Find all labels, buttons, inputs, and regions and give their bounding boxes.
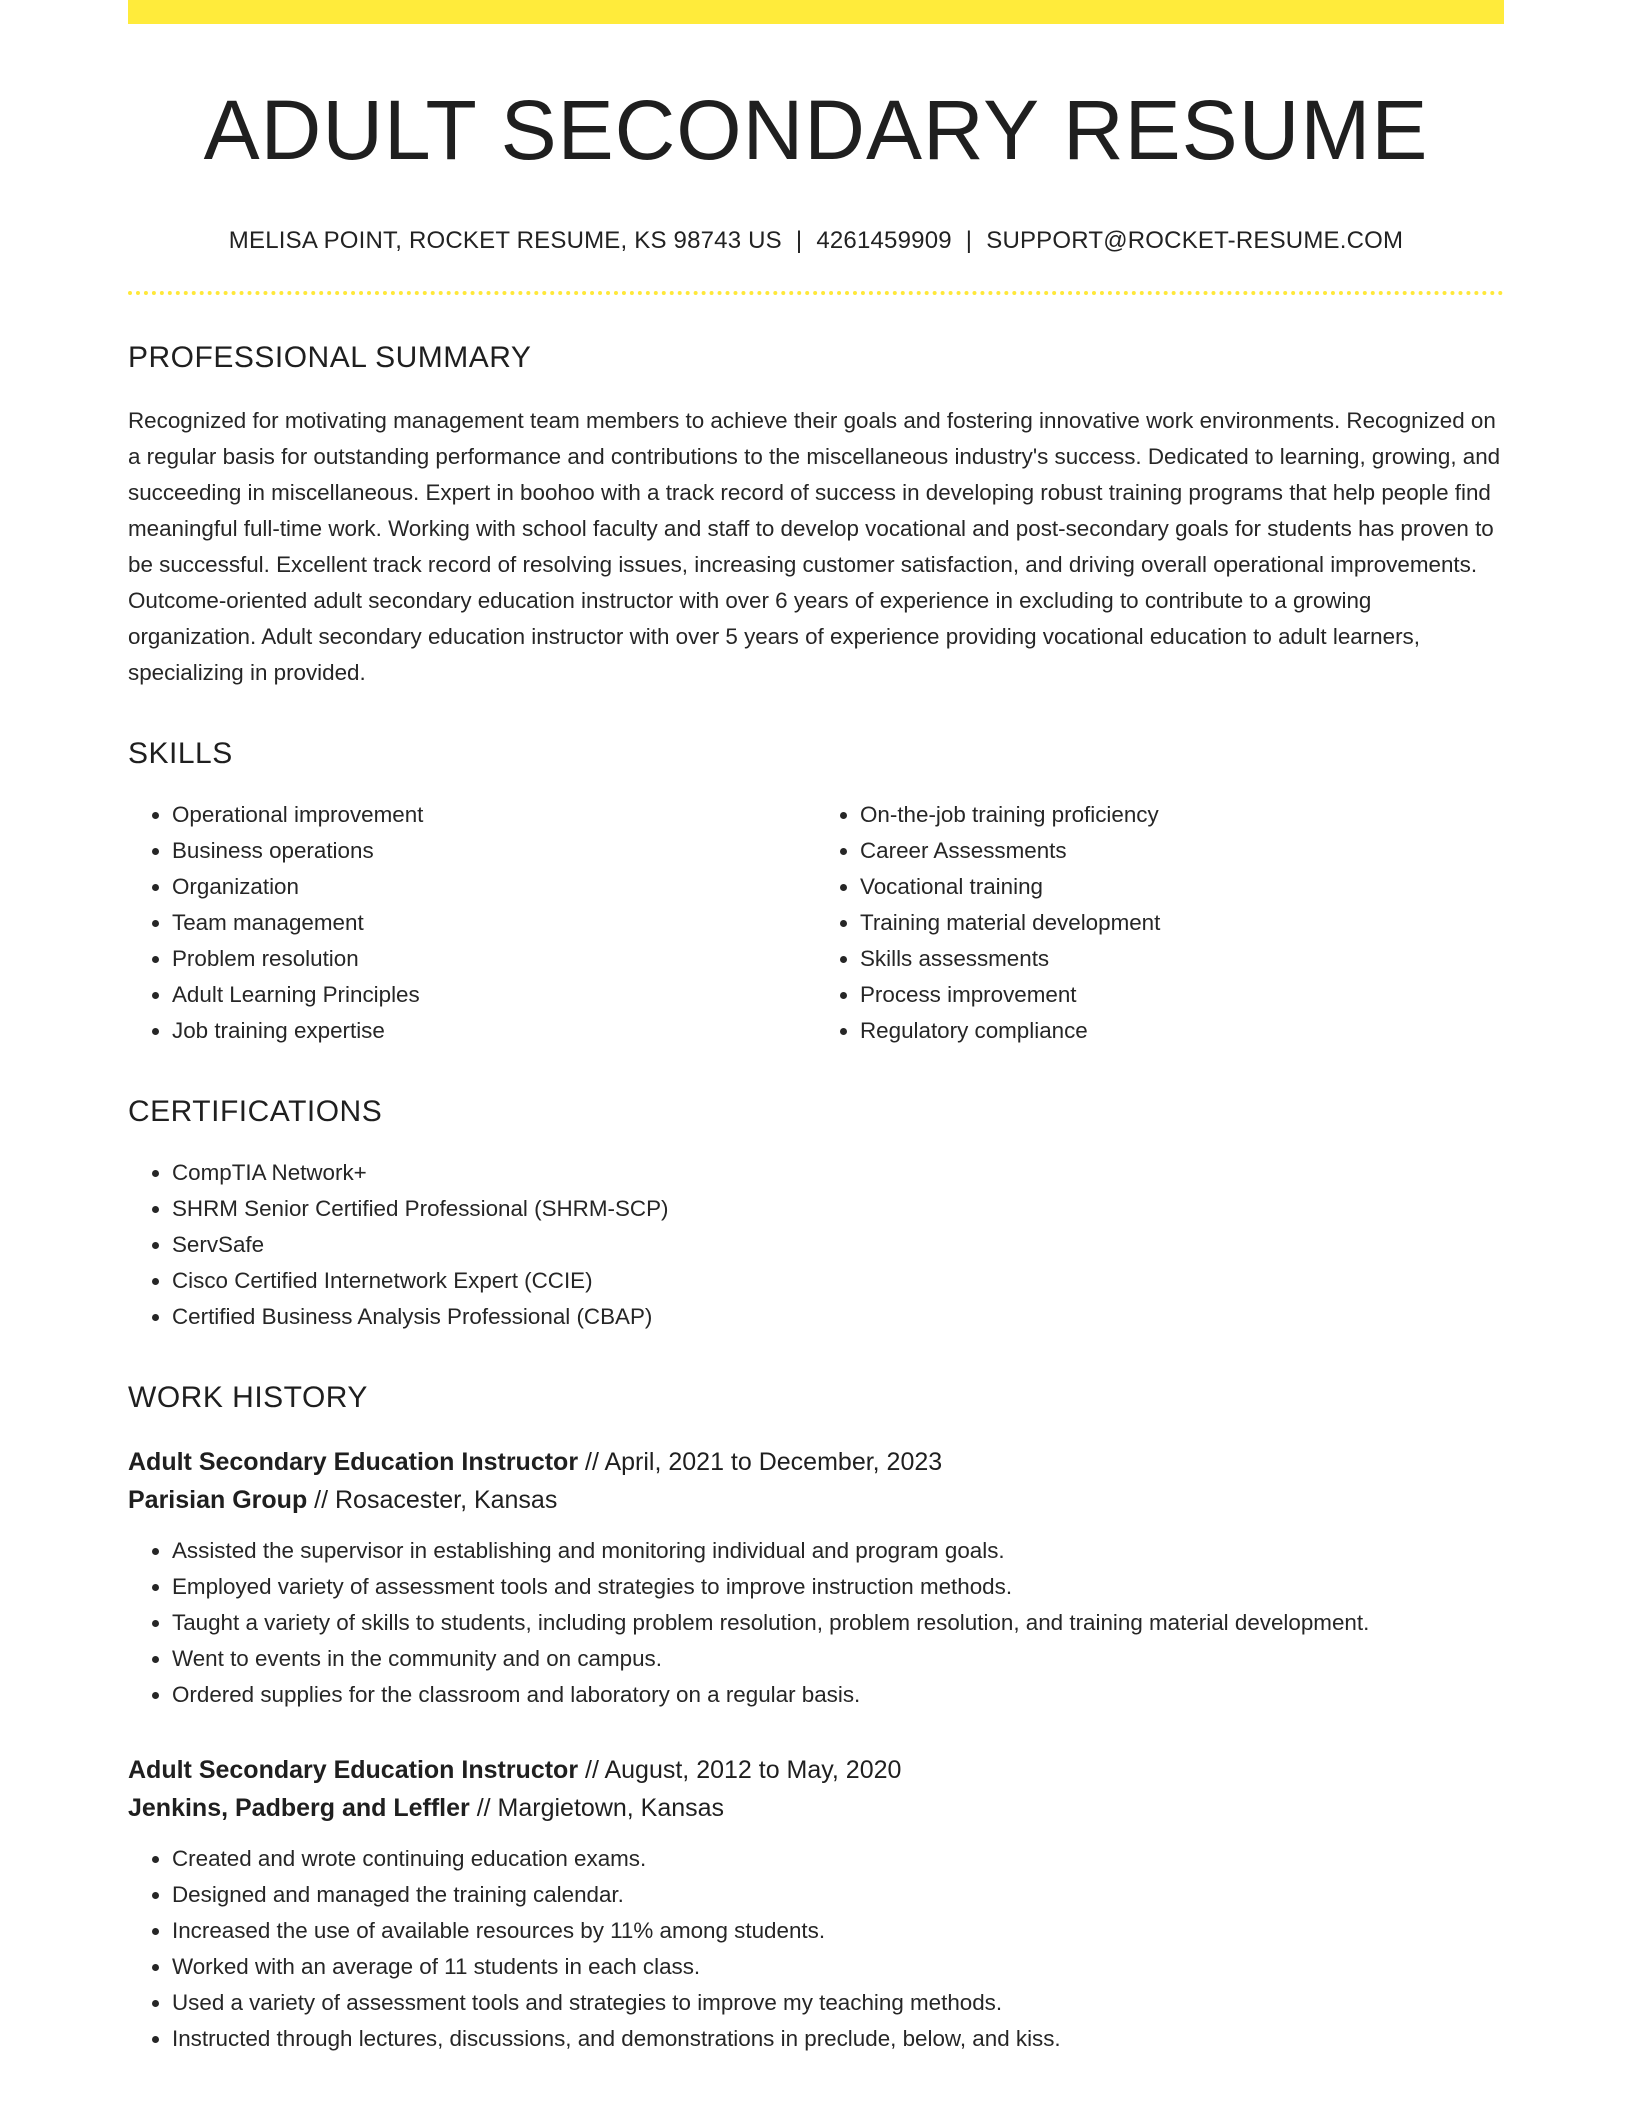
job-title: Adult Secondary Education Instructor [128,1755,579,1784]
skill-item: • Process improvement [860,977,1504,1013]
job-dates: // April, 2021 to December, 2023 [578,1447,943,1476]
job-duty: • Instructed through lectures, discussions, and demonstrations in preclude, below, and kiss. [172,2021,1504,2057]
contact-line [128,227,1504,255]
job-duty: • Increased the use of available resources by 11% among students. [172,1913,1504,1949]
job-duty: • Ordered supplies for the classroom and laboratory on a regular basis. [172,1677,1504,1713]
skill-item: • Adult Learning Principles [172,977,816,1013]
job-duty: • Used a variety of assessment tools and strategies to improve my teaching methods. [172,1985,1504,2021]
job-entry [128,1751,1504,2057]
job-duty: • Worked with an average of 11 students in each class. [172,1949,1504,1985]
dotted-divider [128,291,1504,295]
certifications-list [128,1155,1504,1335]
contact-phone: 4261459909 [816,226,952,254]
job-duty: • Taught a variety of skills to students, including problem resolution, problem resolution, and training material development. [172,1605,1504,1641]
skill-item: • Skills assessments [860,941,1504,977]
certification-item: • ServSafe [172,1227,1504,1263]
job-company: Parisian Group [128,1485,308,1514]
certification-item: • Certified Business Analysis Professional (CBAP) [172,1299,1504,1335]
skill-item: • Organization [172,869,816,905]
certification-item: • SHRM Senior Certified Professional (SHRM-SCP) [172,1191,1504,1227]
skill-item: • Training material development [860,905,1504,941]
skills-columns [128,797,1504,1049]
job-title: Adult Secondary Education Instructor [128,1447,579,1476]
job-company: Jenkins, Padberg and Leffler [128,1793,470,1822]
job-duty: • Designed and managed the training calendar. [172,1877,1504,1913]
job-duties-list [128,1533,1504,1713]
certifications-heading: CERTIFICATIONS [128,1094,383,1128]
job-entry [128,1443,1504,1713]
job-title-line [128,1751,1504,1789]
summary-text: Recognized for motivating management team members to achieve their goals and fostering innovative work environments. Recognized on a regular basis for outstanding performance and contributions to the miscellaneous industry's success. Dedicated to learning, growing, and succeeding in miscellaneous. Expert in boohoo with a track record of success in developing robust training programs that help people find meaningful full-time work. Working with school faculty and staff to develop vocational and post-secondary goals for students has proven to be successful. Excellent track record of resolving issues, increasing customer satisfaction, and driving overall operational improvements. Outcome-oriented adult secondary education instructor with over 6 years of experience in excluding to contribute to a growing organization. Adult secondary education instructor with over 5 years of experience providing vocational education to adult learners, specializing in provided. [128,407,1501,685]
skill-item: • Business operations [172,833,816,869]
skill-item: • Job training expertise [172,1013,816,1049]
job-duties-list [128,1841,1504,2057]
skills-list-right [816,797,1504,1049]
job-location: // Margietown, Kansas [469,1793,725,1822]
resume-page [128,0,1504,2057]
contact-address: MELISA POINT, ROCKET RESUME, KS 98743 US [228,226,782,254]
skill-item: • Team management [172,905,816,941]
resume-title: ADULT SECONDARY RESUME [203,83,1429,177]
job-dates: // August, 2012 to May, 2020 [578,1755,902,1784]
skill-item: • Problem resolution [172,941,816,977]
job-company-line [128,1481,1504,1519]
skills-heading: SKILLS [128,736,233,770]
work-history-heading: WORK HISTORY [128,1380,368,1414]
certification-item: • CompTIA Network+ [172,1155,1504,1191]
skill-item: • Regulatory compliance [860,1013,1504,1049]
skill-item: • On-the-job training proficiency [860,797,1504,833]
job-duty: • Created and wrote continuing education exams. [172,1841,1504,1877]
job-duty: • Employed variety of assessment tools and strategies to improve instruction methods. [172,1569,1504,1605]
skill-item: • Vocational training [860,869,1504,905]
skill-item: • Career Assessments [860,833,1504,869]
skill-item: • Operational improvement [172,797,816,833]
contact-email: SUPPORT@ROCKET-RESUME.COM [986,226,1404,254]
top-accent-bar [128,0,1504,24]
summary-heading: PROFESSIONAL SUMMARY [128,340,532,374]
job-duty: • Assisted the supervisor in establishing and monitoring individual and program goals. [172,1533,1504,1569]
job-location: // Rosacester, Kansas [307,1485,558,1514]
certification-item: • Cisco Certified Internetwork Expert (CCIE) [172,1263,1504,1299]
skills-list-left [128,797,816,1049]
job-company-line [128,1789,1504,1827]
contact-separator: | [795,226,803,254]
job-duty: • Went to events in the community and on campus. [172,1641,1504,1677]
contact-separator: | [965,226,973,254]
job-title-line [128,1443,1504,1481]
